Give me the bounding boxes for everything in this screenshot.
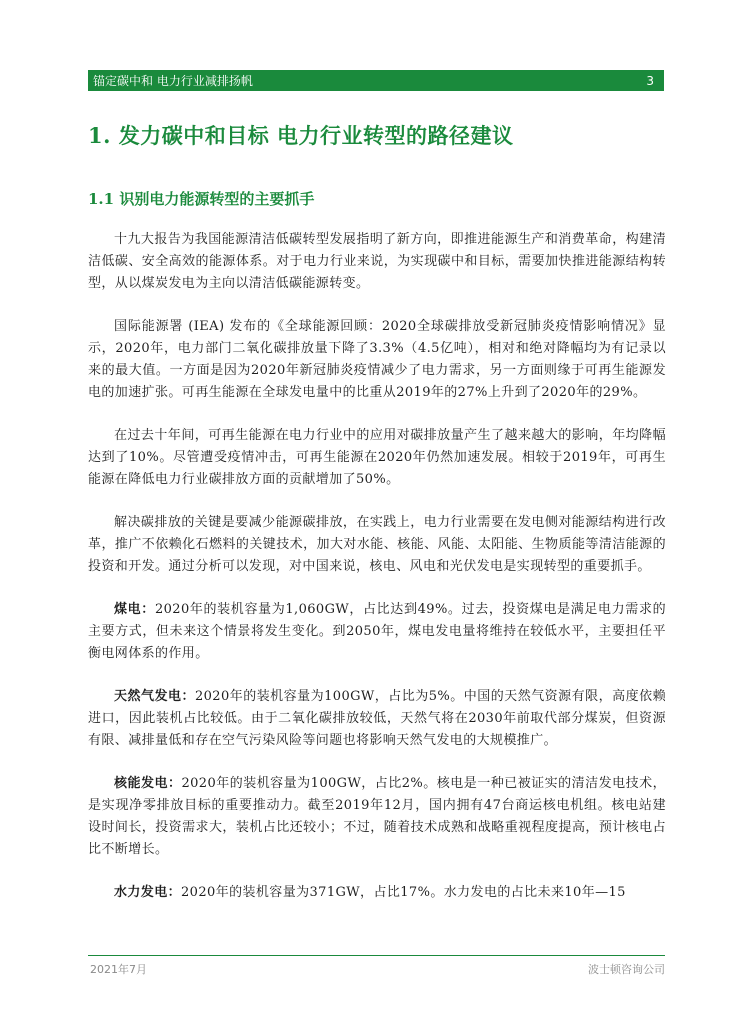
footer-divider [88, 955, 665, 956]
body-text [88, 229, 666, 925]
paragraph-nuclear: 核能发电：2020年的装机容量为100GW，占比2%。核电是一种已被证实的清洁发电技术，是实现净零排放目标的重要推动力。截至2019年12月，国内拥有47台商运核电机组。核电站建设时间长，投资需求大，装机占比还较小；不过，随着技术成熟和战略重视程度提高，预计核电占比不断增长。 [88, 776, 666, 857]
paragraph-lead: 煤电： [114, 602, 155, 617]
paragraph: 国际能源署 (IEA) 发布的《全球能源回顾：2020全球碳排放受新冠肺炎疫情影响情况》显示，2020年，电力部门二氧化碳排放量下降了3.3%（4.5亿吨），相对和绝对降幅均为有记录以来的最大值。一方面是因为2020年新冠肺炎疫情减少了电力需求，另一方面则缘于可再生能源发电的加速扩张。可再生能源在全球发电量中的比重从2019年的27%上升到了2020年的29%。 [88, 319, 666, 400]
paragraph-lead: 核能发电： [114, 776, 182, 791]
footer-date: 2021年7月 [90, 963, 147, 976]
subsection-title: 1.1 识别电力能源转型的主要抓手 [88, 190, 315, 208]
paragraph-hydro: 水力发电：2020年的装机容量为371GW，占比17%。水力发电的占比未来10年—15 [114, 885, 626, 900]
paragraph-coal: 煤电：2020年的装机容量为1,060GW，占比达到49%。过去，投资煤电是满足电力需求的主要方式，但未来这个情景将发生变化。到2050年，煤电发电量将维持在较低水平，主要担任平衡电网体系的作用。 [88, 602, 666, 661]
paragraph-gas: 天然气发电：2020年的装机容量为100GW，占比为5%。中国的天然气资源有限，高度依赖进口，因此装机占比较低。由于二氧化碳排放较低，天然气将在2030年前取代部分煤炭，但资源有限、减排量低和存在空气污染风险等问题也将影响天然气发电的大规模推广。 [88, 689, 666, 748]
paragraph: 解决碳排放的关键是要减少能源碳排放，在实践上，电力行业需要在发电侧对能源结构进行改革，推广不依赖化石燃料的关键技术，加大对水能、核能、风能、太阳能、生物质能等清洁能源的投资和开发。通过分析可以发现，对中国来说，核电、风电和光伏发电是实现转型的重要抓手。 [88, 515, 666, 574]
header-title: 锚定碳中和 电力行业减排扬帆 [93, 74, 253, 88]
paragraph-lead: 天然气发电： [114, 689, 195, 704]
paragraph-lead: 水力发电： [114, 885, 182, 900]
paragraph: 十九大报告为我国能源清洁低碳转型发展指明了新方向，即推进能源生产和消费革命，构建清洁低碳、安全高效的能源体系。对于电力行业来说，为实现碳中和目标，需要加快推进能源结构转型，从以煤炭发电为主向以清洁低碳能源转变。 [88, 232, 666, 291]
paragraph: 在过去十年间，可再生能源在电力行业中的应用对碳排放量产生了越来越大的影响，年均降幅达到了10%。尽管遭受疫情冲击，可再生能源在2020年仍然加速发展。相较于2019年，可再生能源在降低电力行业碳排放方面的贡献增加了50%。 [88, 428, 666, 487]
section-title: 1. 发力碳中和目标 电力行业转型的路径建议 [88, 123, 514, 148]
footer-company: 波士顿咨询公司 [588, 963, 665, 976]
page-number: 3 [646, 73, 654, 88]
running-header [88, 70, 664, 91]
